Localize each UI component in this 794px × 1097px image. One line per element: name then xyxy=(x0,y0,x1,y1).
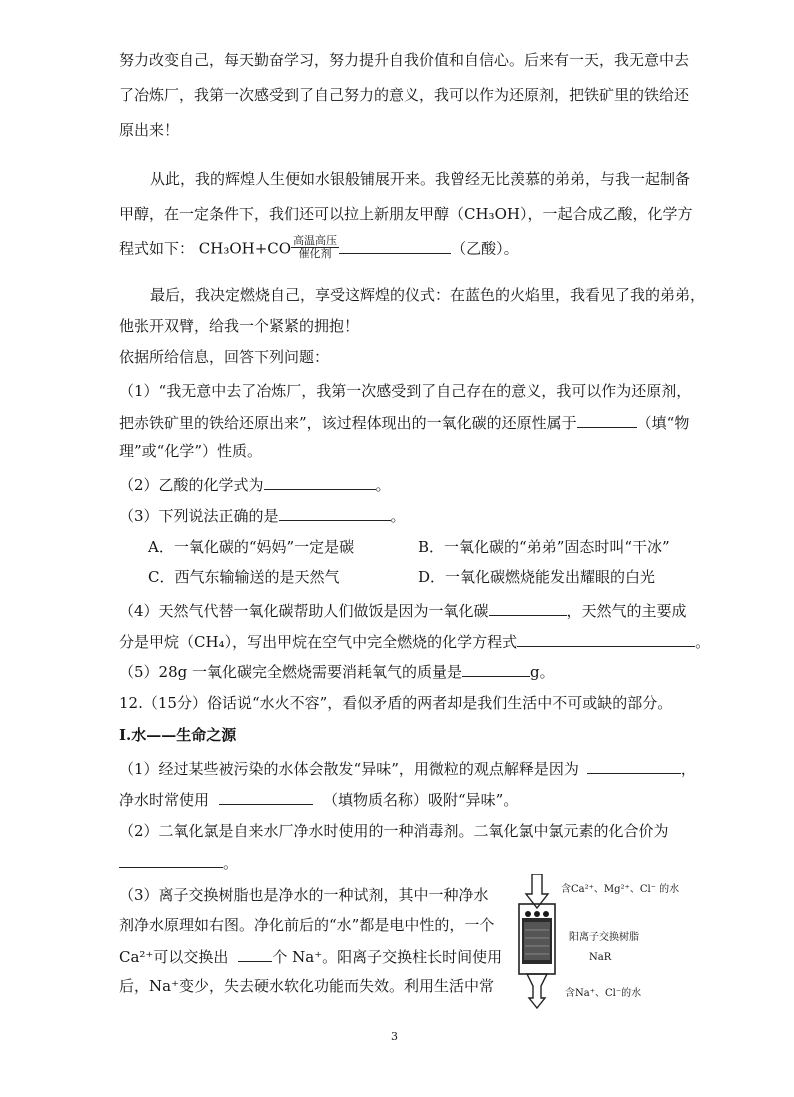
question-text: （填物质名称）吸附“异味”。 xyxy=(323,791,519,809)
question-1-line: （1）“我无意中去了冶炼厂，我第一次感受到了自己存在的意义，我可以作为还原剂， xyxy=(119,382,692,400)
question-text: ，天然气的主要成 xyxy=(566,602,687,620)
answer-blank[interactable] xyxy=(264,474,376,490)
question-3 xyxy=(119,505,406,526)
passage-line: 了冶炼厂，我第一次感受到了自己努力的意义，我可以作为还原剂，把铁矿里的铁给还 xyxy=(119,86,690,104)
figure-outlet-label: 含Na⁺、Cl⁻的水 xyxy=(565,988,642,999)
passage-line: 最后，我决定燃烧自己，享受这辉煌的仪式：在蓝色的火焰里，我看见了我的弟弟， xyxy=(150,286,706,304)
sub-question-3: （3）离子交换树脂也是净水的一种试剂，其中一种净水 xyxy=(119,886,489,904)
question-text: g。 xyxy=(530,663,555,681)
question-12-stem: 12.（15分）俗话说“水火不容”，看似矛盾的两者却是我们生活中不可或缺的部分。 xyxy=(119,694,673,712)
question-text: 个 Na⁺。阳离子交换柱长时间使用 xyxy=(272,948,503,966)
answer-blank[interactable] xyxy=(279,505,391,521)
option-d[interactable]: D．一氧化碳燃烧能发出耀眼的白光 xyxy=(418,568,656,586)
answer-blank[interactable] xyxy=(219,789,313,805)
reaction-condition xyxy=(291,235,339,260)
question-text: （1）经过某些被污染的水体会散发“异味”，用微粒的观点解释是因为 xyxy=(119,760,579,778)
sub-question-1 xyxy=(119,789,518,810)
condition-top: 高温高压 xyxy=(293,234,338,247)
question-text: Ca²⁺可以交换出 xyxy=(119,948,229,966)
sub-question-3 xyxy=(119,946,502,967)
page-number: 3 xyxy=(391,1030,398,1043)
passage-line: 他张开双臂，给我一个紧紧的拥抱！ xyxy=(119,317,360,335)
question-text: （5）28g 一氧化碳完全燃烧需要消耗氧气的质量是 xyxy=(119,663,463,681)
equation-line xyxy=(119,234,519,262)
equation-reactants: 程式如下： CH₃OH+CO xyxy=(119,239,292,258)
figure-resin-label: 阳离子交换树脂 xyxy=(569,932,639,943)
question-text: 。 xyxy=(695,633,711,651)
passage-line: 甲醇，在一定条件下，我们还可以拉上新朋友甲醇（CH₃OH），一起合成乙酸，化学方 xyxy=(119,205,693,223)
passage-line: 从此，我的辉煌人生便如水银般铺展开来。我曾经无比羡慕的弟弟，与我一起制备 xyxy=(150,170,691,188)
sub-question-2: （2）二氧化氯是自来水厂净水时使用的一种消毒剂。二氧化氯中氯元素的化合价为 xyxy=(119,822,669,840)
answer-blank[interactable] xyxy=(462,661,530,677)
answer-blank[interactable] xyxy=(587,758,681,774)
question-1-line: 理”或“化学”）性质。 xyxy=(119,442,263,460)
question-text: （3）下列说法正确的是 xyxy=(119,507,279,525)
answer-blank[interactable] xyxy=(339,238,451,254)
instruction-line: 依据所给信息，回答下列问题： xyxy=(119,348,330,366)
sub-question-2 xyxy=(119,852,238,873)
figure-resin-formula: NaR xyxy=(589,952,612,963)
answer-blank[interactable] xyxy=(238,946,272,962)
option-b[interactable]: B．一氧化碳的“弟弟”固态时叫“干冰” xyxy=(418,538,670,556)
passage-line: 努力改变自己，每天勤奋学习，努力提升自我价值和自信心。后来有一天，我无意中去 xyxy=(119,51,690,69)
question-text: ， xyxy=(680,760,696,778)
answer-blank[interactable] xyxy=(489,600,567,616)
option-c[interactable]: C．西气东输输送的是天然气 xyxy=(148,568,340,586)
answer-blank[interactable] xyxy=(119,852,223,868)
question-5 xyxy=(119,661,555,682)
question-text: （4）天然气代替一氧化碳帮助人们做饭是因为一氧化碳 xyxy=(119,602,489,620)
question-text: 分是甲烷（CH₄），写出甲烷在空气中完全燃烧的化学方程式 xyxy=(119,633,518,651)
option-a[interactable]: A．一氧化碳的“妈妈”一定是碳 xyxy=(148,538,355,556)
section-heading: Ⅰ.水——生命之源 xyxy=(119,726,237,744)
question-text: 。 xyxy=(223,854,239,872)
question-4-line xyxy=(119,631,710,652)
equation-product-note: （乙酸）。 xyxy=(451,239,519,258)
question-4-line xyxy=(119,600,687,621)
question-1-line xyxy=(119,412,689,433)
question-text: （2）乙酸的化学式为 xyxy=(119,476,264,494)
ion-exchange-figure xyxy=(515,874,685,1010)
question-text: （填“物 xyxy=(636,414,690,432)
answer-blank[interactable] xyxy=(577,412,637,428)
question-2 xyxy=(119,474,391,495)
answer-blank[interactable] xyxy=(517,631,695,647)
sub-question-3: 剂净水原理如右图。净化前后的“水”都是电中性的，一个 xyxy=(119,916,495,934)
condition-bottom: 催化剂 xyxy=(298,247,332,260)
question-text: 。 xyxy=(390,507,406,525)
sub-question-3: 后，Na⁺变少，失去硬水软化功能而失效。利用生活中常 xyxy=(119,977,494,995)
passage-line: 原出来！ xyxy=(119,121,180,139)
question-text: 净水时常使用 xyxy=(119,791,210,809)
question-text: 把赤铁矿里的铁给还原出来”，该过程体现出的一氧化碳的还原性属于 xyxy=(119,414,577,432)
figure-inlet-label: 含Ca²⁺、Mg²⁺、Cl⁻ 的水 xyxy=(561,884,680,895)
question-text: 。 xyxy=(375,476,391,494)
sub-question-1 xyxy=(119,758,696,779)
